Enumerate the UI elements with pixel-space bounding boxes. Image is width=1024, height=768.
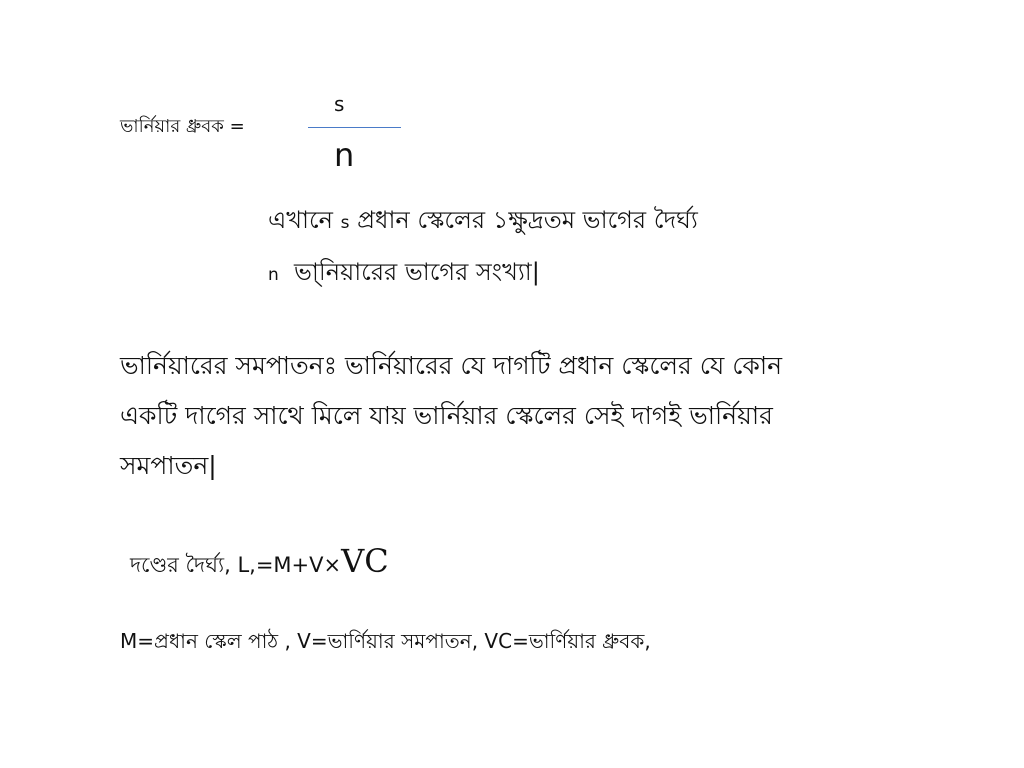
definition-line-3: সমপাতন| (120, 451, 217, 480)
explanation-n-text: ভা্নিয়ারের ভাগের সংখ্যা| (294, 258, 540, 286)
symbol-n: n (268, 265, 279, 285)
length-formula-prefix: দণ্ডের দৈর্ঘ্য, L,=M+V× (130, 553, 342, 577)
symbol-legend: M=প্রধান স্কেল পাঠ , V=ভার্ণিয়ার সমপাতন, VC=ভার্ণিয়ার ধ্রুবক, (120, 629, 651, 653)
symbol-s: s (340, 213, 350, 233)
explanation-prefix: এখানে (268, 206, 333, 234)
definition-line-1: ভার্নিয়ারের সমপাতনঃ ভার্নিয়ারের যে দাগটি প্রধান স্কেলের যে কোন (120, 351, 783, 380)
fraction-numerator: s (334, 92, 345, 116)
explanation-line-1 (268, 202, 698, 242)
definition-line-2: একটি দাগের সাথে মিলে যায় ভার্নিয়ার স্কেলের সেই দাগই ভার্নিয়ার (120, 401, 773, 430)
length-formula-vc: VC (341, 542, 389, 580)
length-formula (130, 542, 389, 584)
explanation-s-text: প্রধান স্কেলের ১ক্ষুদ্রতম ভাগের দৈর্ঘ্য (357, 206, 698, 234)
explanation-line-2 (268, 254, 540, 294)
vernier-constant-label: ভার্নিয়ার ধ্রুবক = (120, 116, 245, 137)
fraction-denominator: n (334, 136, 355, 174)
fraction-bar (308, 127, 401, 128)
